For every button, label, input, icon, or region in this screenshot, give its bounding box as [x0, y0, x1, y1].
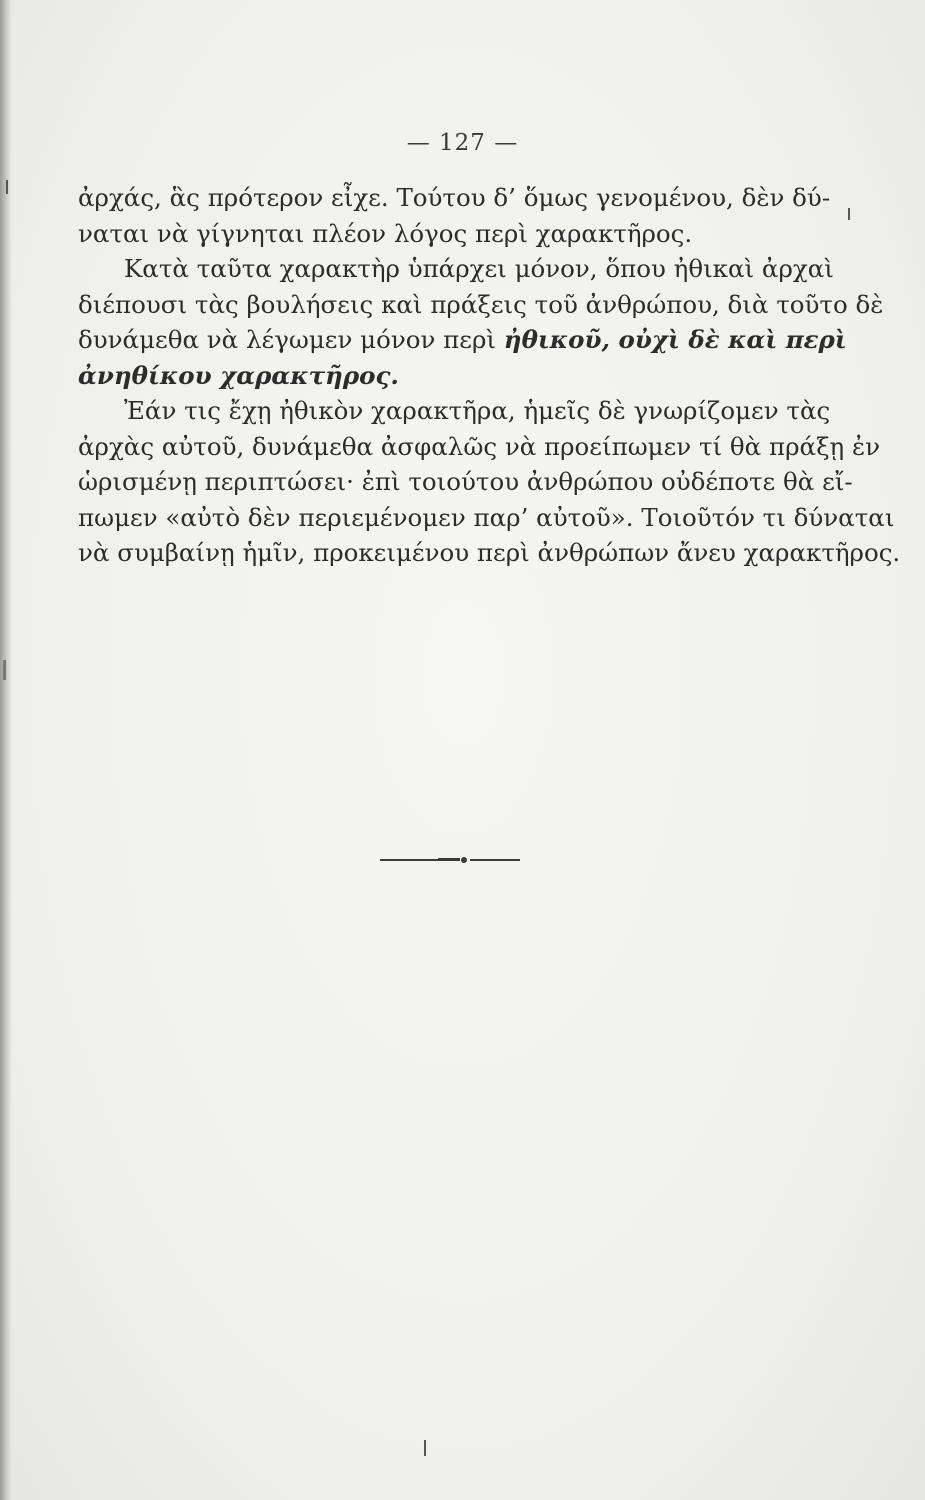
text-line-11: νὰ συμβαίνῃ ἡμῖν, προκειμένου περὶ ἀνθρώπων ἄνευ χαρακτῆρος.	[78, 538, 901, 567]
page-speck	[848, 208, 850, 220]
text-line-8: ἀρχὰς αὐτοῦ, δυνάμεθα ἀσφαλῶς νὰ προείπωμεν τί θὰ πράξῃ ἐν	[78, 431, 881, 461]
page-number: — 127 —	[406, 130, 519, 156]
page-speck	[3, 660, 6, 680]
text-line-2: ναται νὰ γίγνηται πλέον λόγος περὶ χαρακτῆρος.	[78, 218, 693, 248]
text-line-5-plain: δυνάμεθα νὰ λέγωμεν μόνον περὶ	[78, 325, 496, 354]
section-end-ornament	[380, 858, 520, 862]
text-line-5	[78, 322, 847, 358]
page-speck	[6, 180, 8, 194]
page-speck	[424, 1440, 426, 1456]
body-text	[78, 180, 901, 571]
text-line-4: διέπουσι τὰς βουλήσεις καὶ πράξεις τοῦ ἀνθρώπου, διὰ τοῦτο δὲ	[78, 289, 884, 319]
text-line-1: ἀρχάς, ἃς πρότερον εἶχε. Τούτου δ’ ὅμως γενομένου, δὲν δύ-	[78, 183, 831, 212]
text-line-7: Ἐάν τις ἔχῃ ἠθικὸν χαρακτῆρα, ἡμεῖς δὲ γνωρίζομεν τὰς	[124, 396, 831, 425]
text-line-5-emphasis: ἠθικοῦ, οὐχὶ δὲ καὶ περὶ	[503, 325, 847, 354]
page-binding-edge	[0, 0, 12, 1500]
text-line-9: ὡρισμένῃ περιπτώσει· ἐπὶ τοιούτου ἀνθρώπου οὐδέποτε θὰ εἴ-	[78, 467, 853, 496]
text-line-3: Κατὰ ταῦτα χαρακτὴρ ὑπάρχει μόνον, ὅπου ἠθικαὶ ἀρχαὶ	[124, 254, 834, 283]
text-line-10: πωμεν «αὐτὸ δὲν περιεμένομεν παρ’ αὐτοῦ». Τοιοῦτόν τι δύναται	[78, 502, 895, 532]
text-line-6: ἀνηθίκου χαρακτῆρος.	[78, 360, 399, 390]
